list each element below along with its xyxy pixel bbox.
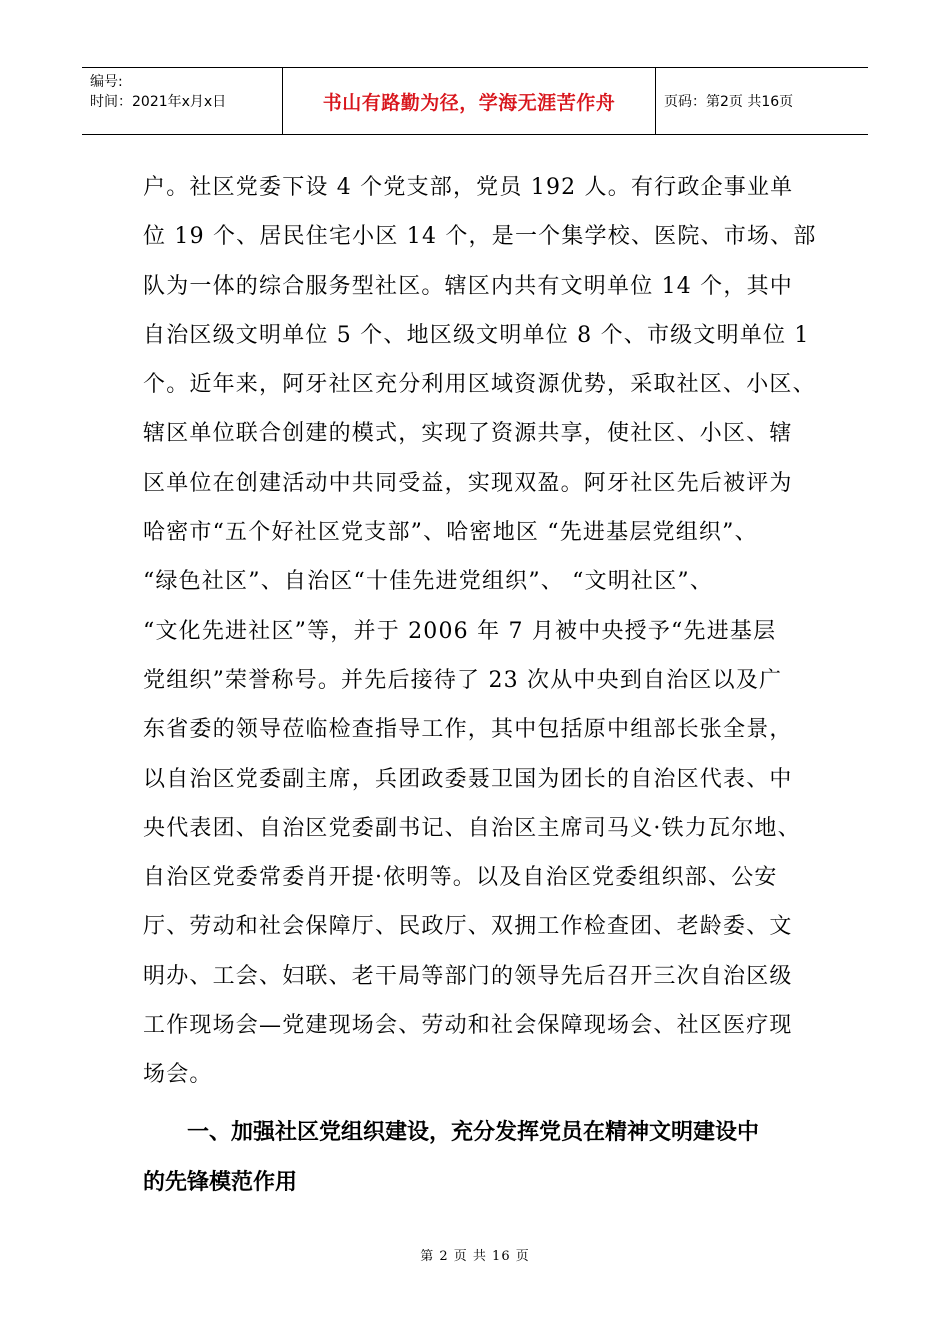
body-line: 位 19 个、居民住宅小区 14 个，是一个集学校、医院、市场、部 xyxy=(143,224,817,250)
body-line: 党组织”荣誉称号。并先后接待了 23 次从中央到自治区以及广 xyxy=(143,667,783,693)
body-line: “文化先进社区”等，并于 2006 年 7 月被中央授予“先进基层 xyxy=(143,618,777,644)
body-line: 央代表团、自治区党委副书记、自治区主席司马义·铁力瓦尔地、 xyxy=(143,815,801,841)
page-footer: 第 2 页 共 16 页 xyxy=(420,1249,530,1264)
section-heading-line-2: 的先锋模范作用 xyxy=(143,1170,298,1195)
body-line: 哈密市“五个好社区党支部”、哈密地区 “先进基层党组织”、 xyxy=(143,520,758,546)
header-meta xyxy=(82,68,282,134)
body-line: 个。近年来，阿牙社区充分利用区域资源优势，采取社区、小区、 xyxy=(143,372,816,398)
body-line: 明办、工会、妇联、老干局等部门的领导先后召开三次自治区级 xyxy=(143,963,793,989)
body-line: 自治区级文明单位 5 个、地区级文明单位 8 个、市级文明单位 1 xyxy=(143,322,810,348)
serial-label: 编号: xyxy=(90,74,123,90)
body-paragraph xyxy=(143,163,817,1100)
section-heading xyxy=(143,1108,823,1208)
body-line: 辖区单位联合创建的模式，实现了资源共享，使社区、小区、辖 xyxy=(143,421,793,447)
body-line: 以自治区党委副主席，兵团政委聂卫国为团长的自治区代表、中 xyxy=(143,766,793,792)
body-line: 工作现场会—党建现场会、劳动和社会保障现场会、社区医疗现 xyxy=(143,1013,793,1039)
body-line: 区单位在创建活动中共同受益，实现双盈。阿牙社区先后被评为 xyxy=(143,470,793,496)
body-line: 自治区党委常委肖开提·依明等。以及自治区党委组织部、公安 xyxy=(143,865,778,891)
time-label: 时间：2021年x月x日 xyxy=(90,94,227,110)
section-heading-line-1: 一、加强社区党组织建设，充分发挥党员在精神文明建设中 xyxy=(187,1120,760,1145)
page-header xyxy=(82,67,868,135)
body-line: 厅、劳动和社会保障厅、民政厅、双拥工作检查团、老龄委、文 xyxy=(143,914,793,940)
body-line: 户。社区党委下设 4 个党支部，党员 192 人。有行政企事业单 xyxy=(143,175,794,200)
body-line: “绿色社区”、自治区“十佳先进党组织”、 “文明社区”、 xyxy=(143,569,714,595)
body-line: 队为一体的综合服务型社区。辖区内共有文明单位 14 个，其中 xyxy=(143,273,793,299)
header-motto: 书山有路勤为径，学海无涯苦作舟 xyxy=(282,68,656,134)
body-line: 场会。 xyxy=(143,1062,213,1088)
header-page-info: 页码：第2页 共16页 xyxy=(664,94,794,110)
body-line: 东省委的领导莅临检查指导工作，其中包括原中组部长张全景， xyxy=(143,717,793,743)
